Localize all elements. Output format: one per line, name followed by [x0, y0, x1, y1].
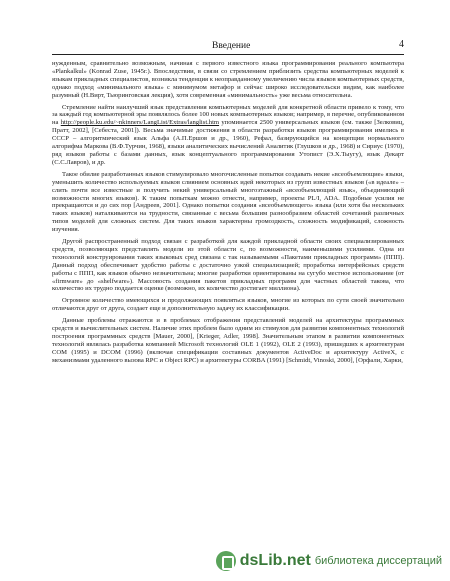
book-icon	[216, 551, 236, 571]
reference-link[interactable]: http://people.ku.edu/~nkinners/LangList/Extras/langlist.htm	[60, 119, 220, 127]
watermark-brand: dsLib.net	[239, 552, 311, 569]
paragraph: нужденным, сравнительно возможным, начиная с первого известного языка программирования реального компьютера «Plankalkul» (Konrad Zuse, 1945г.). Впоследствии, в связи со стремлением приблизить средства компьютерных моделей к языкам прикладных специалистов, возникла тенденция к неоправданному увеличению числа языков компьютерных средств, однако подход «минимального языка» с минимумом метафор и сейчас широко исследовательски видим, как наиболее разумный (Н.Вирт, Тьюринговская лекция), хотя современная «минимальность» уже весьма относительна.	[52, 60, 404, 99]
paragraph: Огромное количество имеющихся и продолжающих появляться языков, многие из которых по сути своей значительно отличаются друг от друга, создает еще и дополнительную задачу их классификации.	[52, 297, 404, 313]
paragraph-text: упоминается 2500 универсальных языков (см. также [Зелковиц, Пратт, 2002], [Себеста, 2001]). Весьма значимые достижения в области разработки языков программирования имелись в СССР – алгоритмический язык Альфа (А.П.Ершов и др., 1960), Рефал, базирующийся на концепции нормального алгорифма Маркова (В.Ф.Турчин, 1968), языки аналитических вычислений Аналитик (Глушков и др., 1968) и Сириус (1970), ряд языков работы с базами данных, язык концептуального программирования Утопист (Э.Х.Тыугу), язык Декарт (С.С.Лавров), и др.	[52, 119, 404, 166]
paragraph: Данные проблемы отражаются и в проблемах отображения представлений моделей на архитектуры программных средств и вычислительных систем. Наличие этих проблем было одним из стимулов для развития компонентных технологий построения программных средств [Mauer, 2000], [Krieger, Adler, 1998]. Значительным этапом в развитии компонентных технологий являлась разработка компанией Microsoft технологий OLE 1 (1992), OLE 2 (1993), пришедших к архитектурам COM (1995) и DCOM (1996) (включая спецификации составных документов ActiveDoc и архитектуру ActiveX, с механизмами удаленного вызова RPC и Object RPC) и архитектуры CORBA (1991) [Schmidt, Vinoski, 2000], [Орфали, Харки,	[52, 317, 404, 364]
paragraph-text: Стремление найти наилучший язык представления компьютерных моделей для конкретной области привело к тому, что за каждый год компьютерной эры появлялось более 100 новых компьютерных языков; например, в перечне, опубликованном на	[52, 103, 404, 127]
paragraph	[52, 104, 404, 167]
chapter-title: Введение	[212, 41, 251, 51]
paragraph: Другой распространенный подход связан с разработкой для каждой прикладной области своих специализированных средств, позволяющих представлять модели из этой области с, по возможности, наименьшими усилиями. Одна из технологий конструирования таких языковых сред связана с так называемыми «Пакетами прикладных программ» (ППП). Данный подход обеспечивает удобство работы с достаточно узкой специализацией; проработка интерфейсных средств работы с ППП, как языков обычно незначительна; многие разработки ориентированы на сугубо местное использование (от «firmware» до «shelfware»). Массовость создания пакетов прикладных программ для частных областей такова, что количество их трудно поддается оценке (возможно, их количество достигает миллиона).	[52, 238, 404, 293]
watermark[interactable]	[216, 549, 442, 573]
body-text	[52, 60, 404, 367]
watermark-tagline: библиотека диссертаций	[314, 555, 442, 567]
page-number: 4	[399, 39, 404, 50]
running-header	[52, 40, 404, 55]
paragraph: Такое обилие разработанных языков стимулировало многочисленные попытки создавать некие «всеобъемлющие» языки, уменьшить количество используемых языков слиянием основных идей некоторых из групп известных языков («в идеале» – слить почти все известные и получить некий универсальный многоэтажный «всеобъемлющий язык», объединяющий возможности многих языков). К таким попыткам можно отнести, например, проекты PL/I, ADA. Подобные усилия не прекращаются и до сих пор [Андреев, 2001]. Однако попытки создания «всеобъемлющего» языка (или хотя бы нескольких таких языков) наталкиваются на трудности, связанные с весьма большим разнообразием областей сочетаний различных типов моделей для сложных систем. Для таких языков характерны громоздкость, сложность модификаций, сложность изучения.	[52, 170, 404, 234]
watermark-strip	[0, 545, 450, 581]
